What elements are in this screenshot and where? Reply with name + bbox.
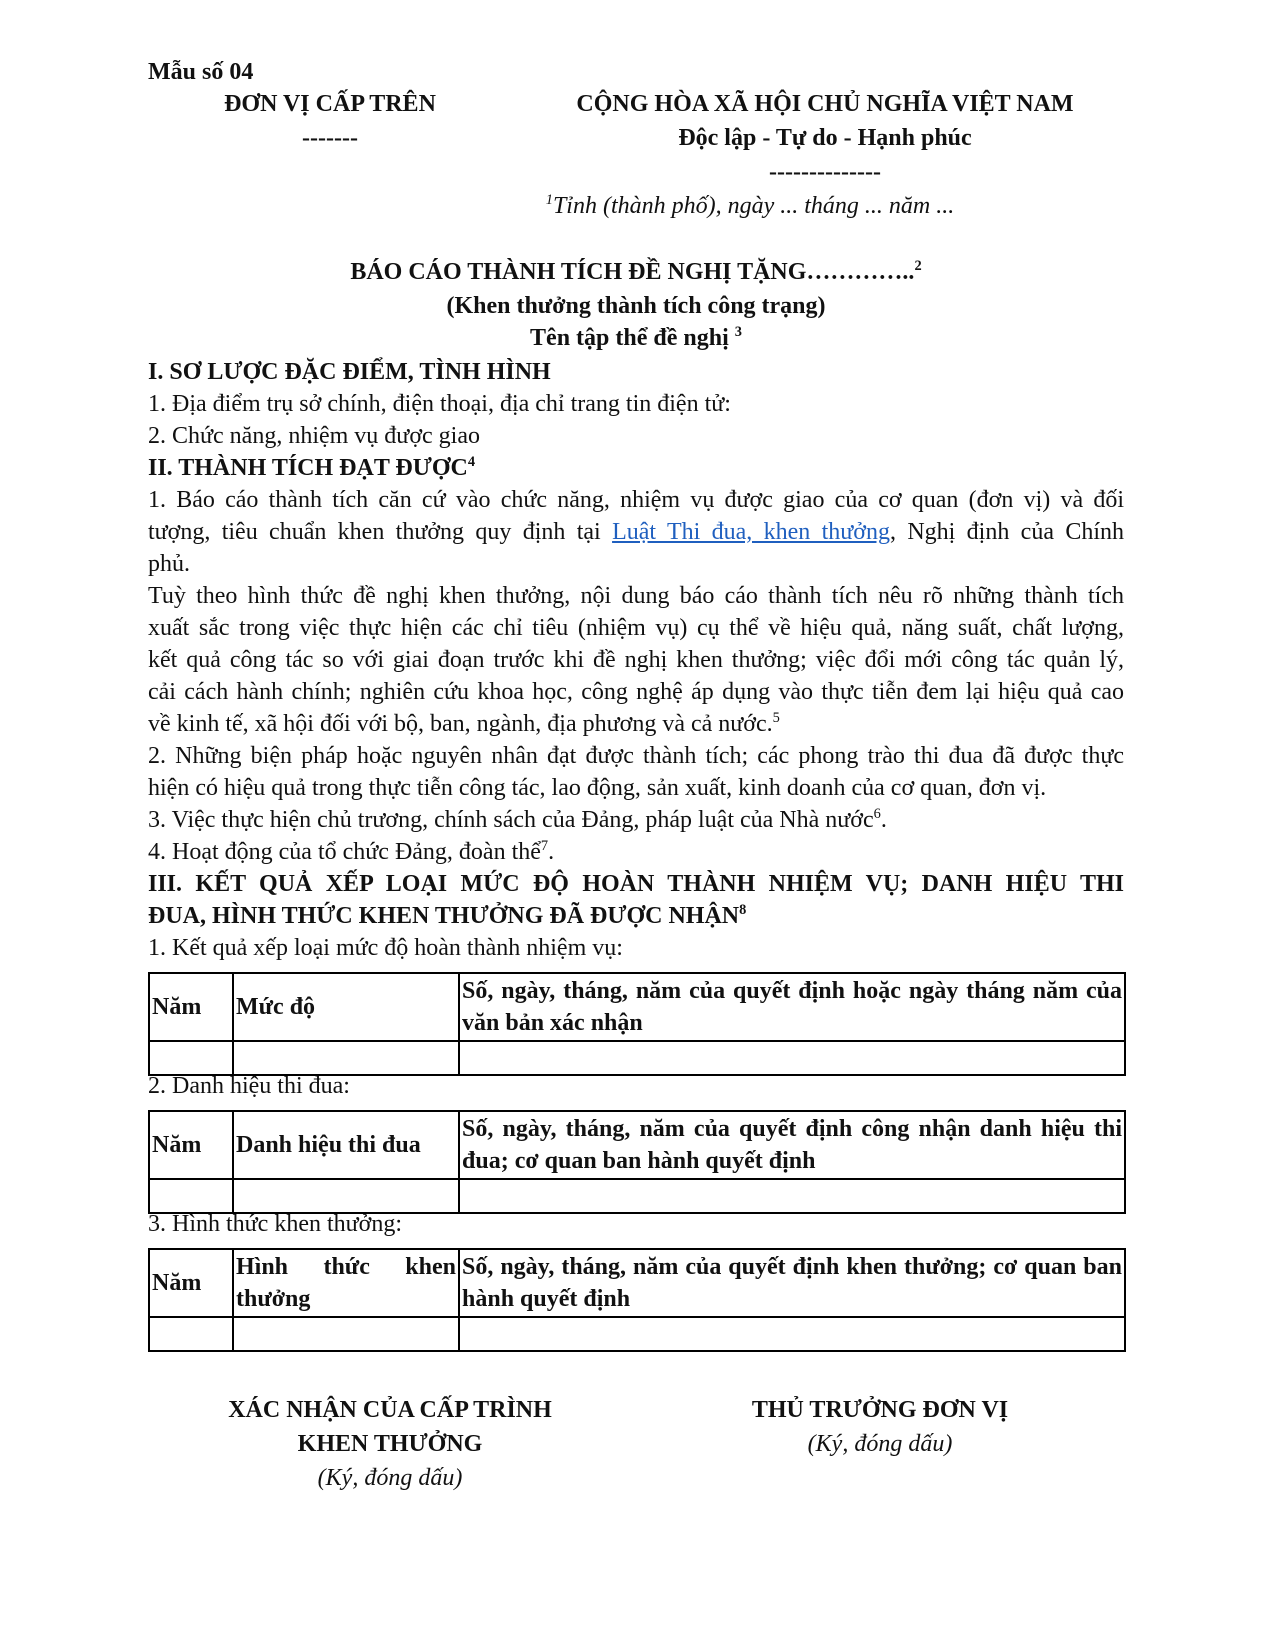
law-link[interactable]: Luật Thi đua, khen thưởng [612, 519, 890, 545]
section-2-p3-line1: 2. Những biện pháp hoặc nguyên nhân đạt được thành tích; các phong trào thi đua đã được thực [148, 743, 1124, 769]
table-cell[interactable] [459, 1179, 1125, 1213]
table-row [149, 1317, 1125, 1351]
superior-unit: ĐƠN VỊ CẤP TRÊN [224, 91, 436, 117]
report-subtitle: (Khen thưởng thành tích công trạng) [446, 293, 826, 319]
right-signature-note: (Ký, đóng dấu) [807, 1431, 953, 1457]
table-cell[interactable] [459, 1317, 1125, 1351]
left-signature-title-1: XÁC NHẬN CỦA CẤP TRÌNH [228, 1397, 552, 1423]
table-1-label: 1. Kết quả xếp loại mức độ hoàn thành nhiệm vụ: [148, 935, 623, 961]
col-header-title: Danh hiệu thi đua [233, 1111, 459, 1179]
section-2-p2-line4: cải cách hành chính; nghiên cứu khoa học, công nghệ áp dụng vào thực tiễn đem lại hiệu quả cao [148, 679, 1124, 705]
right-signature-title: THỦ TRƯỞNG ĐƠN VỊ [751, 1397, 1009, 1423]
award-form-table [148, 1248, 1126, 1352]
task-completion-table [148, 972, 1126, 1076]
section-2-p3-line2: hiện có hiệu quả trong thực tiễn công tác, lao động, sản xuất, kinh doanh của cơ quan, đơn vị. [148, 775, 1047, 801]
col-header-level: Mức độ [233, 973, 459, 1041]
table-cell[interactable] [149, 1317, 233, 1351]
section-2-p1-line2 [148, 516, 1124, 548]
motto-rule: -------------- [769, 159, 881, 185]
footnote-ref-6: 6 [873, 806, 881, 822]
section-2-p1-text-a: tượng, tiêu chuẩn khen thưởng quy định tại [148, 519, 613, 545]
report-title-text: BÁO CÁO THÀNH TÍCH ĐỀ NGHỊ TẶNG………….. [350, 259, 915, 285]
table-3-label: 3. Hình thức khen thưởng: [148, 1211, 403, 1237]
collective-name [148, 322, 1124, 354]
col-header-decision: Số, ngày, tháng, năm của quyết định khen thưởng; cơ quan ban hành quyết định [459, 1249, 1125, 1317]
section-2-heading-text: II. THÀNH TÍCH ĐẠT ĐƯỢC [148, 455, 468, 481]
form-number: Mẫu số 04 [148, 59, 254, 85]
table-header-row [149, 1249, 1125, 1317]
col-header-award-form: Hình thức khen thưởng [233, 1249, 459, 1317]
report-title [148, 256, 1124, 288]
section-2-p5-end: . [548, 839, 555, 865]
section-2-p2-line3: kết quả công tác so với giai đoạn trước khi đề nghị khen thưởng; việc đổi mới công tác quản lý, [148, 647, 1124, 673]
section-2-heading [148, 452, 475, 484]
section-2-p4 [148, 804, 887, 836]
section-2-p1-line1: 1. Báo cáo thành tích căn cứ vào chức năng, nhiệm vụ được giao của cơ quan (đơn vị) và đối [148, 487, 1124, 513]
footnote-ref-3: 3 [734, 324, 742, 340]
table-header-row [149, 1111, 1125, 1179]
footnote-ref-8: 8 [739, 902, 747, 918]
table-2-label: 2. Danh hiệu thi đua: [148, 1073, 350, 1099]
section-3-heading-text: ĐUA, HÌNH THỨC KHEN THƯỞNG ĐÃ ĐƯỢC NHẬN [148, 903, 740, 929]
footnote-ref-4: 4 [467, 454, 476, 470]
section-2-p1-line3: phủ. [148, 551, 190, 577]
emulation-title-table [148, 1110, 1126, 1214]
footnote-ref-1: 1 [545, 192, 553, 208]
date-line [470, 190, 1030, 222]
section-3-heading-line1: III. KẾT QUẢ XẾP LOẠI MỨC ĐỘ HOÀN THÀNH NHIỆM VỤ; DANH HIỆU THI [148, 871, 1124, 897]
section-1-heading: I. SƠ LƯỢC ĐẶC ĐIỂM, TÌNH HÌNH [148, 359, 551, 385]
col-header-year: Năm [149, 1249, 233, 1317]
nation-title: CỘNG HÒA XÃ HỘI CHỦ NGHĨA VIỆT NAM [576, 91, 1074, 117]
section-2-p1-text-b: , Nghị định của Chính [889, 519, 1124, 545]
collective-name-text: Tên tập thể đề nghị [530, 325, 735, 351]
col-header-decision: Số, ngày, tháng, năm của quyết định công nhận danh hiệu thi đua; cơ quan ban hành quyết định [459, 1111, 1125, 1179]
col-header-decision: Số, ngày, tháng, năm của quyết định hoặc ngày tháng năm của văn bản xác nhận [459, 973, 1125, 1041]
section-2-p4-text: 3. Việc thực hiện chủ trương, chính sách của Đảng, pháp luật của Nhà nước [148, 807, 874, 833]
table-cell[interactable] [233, 1317, 459, 1351]
footnote-ref-2: 2 [914, 258, 922, 274]
col-header-year: Năm [149, 973, 233, 1041]
footnote-ref-5: 5 [772, 710, 780, 726]
table-cell[interactable] [459, 1041, 1125, 1075]
section-2-p5-text: 4. Hoạt động của tổ chức Đảng, đoàn thể [148, 839, 541, 865]
footnote-ref-7: 7 [540, 838, 549, 854]
section-1-item-2: 2. Chức năng, nhiệm vụ được giao [148, 423, 480, 449]
left-signature-title-2: KHEN THƯỞNG [297, 1431, 483, 1457]
table-header-row [149, 973, 1125, 1041]
section-2-p2-line2: xuất sắc trong việc thực hiện các chỉ tiêu (nhiệm vụ) cụ thể về hiệu quả, năng suất, chất lượng, [148, 615, 1124, 641]
section-2-p2-line1: Tuỳ theo hình thức đề nghị khen thưởng, nội dung báo cáo thành tích nêu rõ những thành tích [148, 583, 1124, 609]
section-2-p2-line5 [148, 708, 780, 740]
section-3-heading-line2 [148, 900, 746, 932]
left-signature-note: (Ký, đóng dấu) [317, 1465, 463, 1491]
section-2-p2-text: về kinh tế, xã hội đối với bộ, ban, ngành, địa phương và cả nước. [148, 711, 773, 737]
superior-unit-rule: ------- [302, 125, 358, 151]
section-2-p5 [148, 836, 554, 868]
motto: Độc lập - Tự do - Hạnh phúc [678, 125, 972, 151]
section-1-item-1: 1. Địa điểm trụ sở chính, điện thoại, địa chỉ trang tin điện tử: [148, 391, 731, 417]
date-text: Tỉnh (thành phố), ngày ... tháng ... năm ... [552, 193, 955, 219]
section-2-p4-end: . [880, 807, 887, 833]
col-header-year: Năm [149, 1111, 233, 1179]
